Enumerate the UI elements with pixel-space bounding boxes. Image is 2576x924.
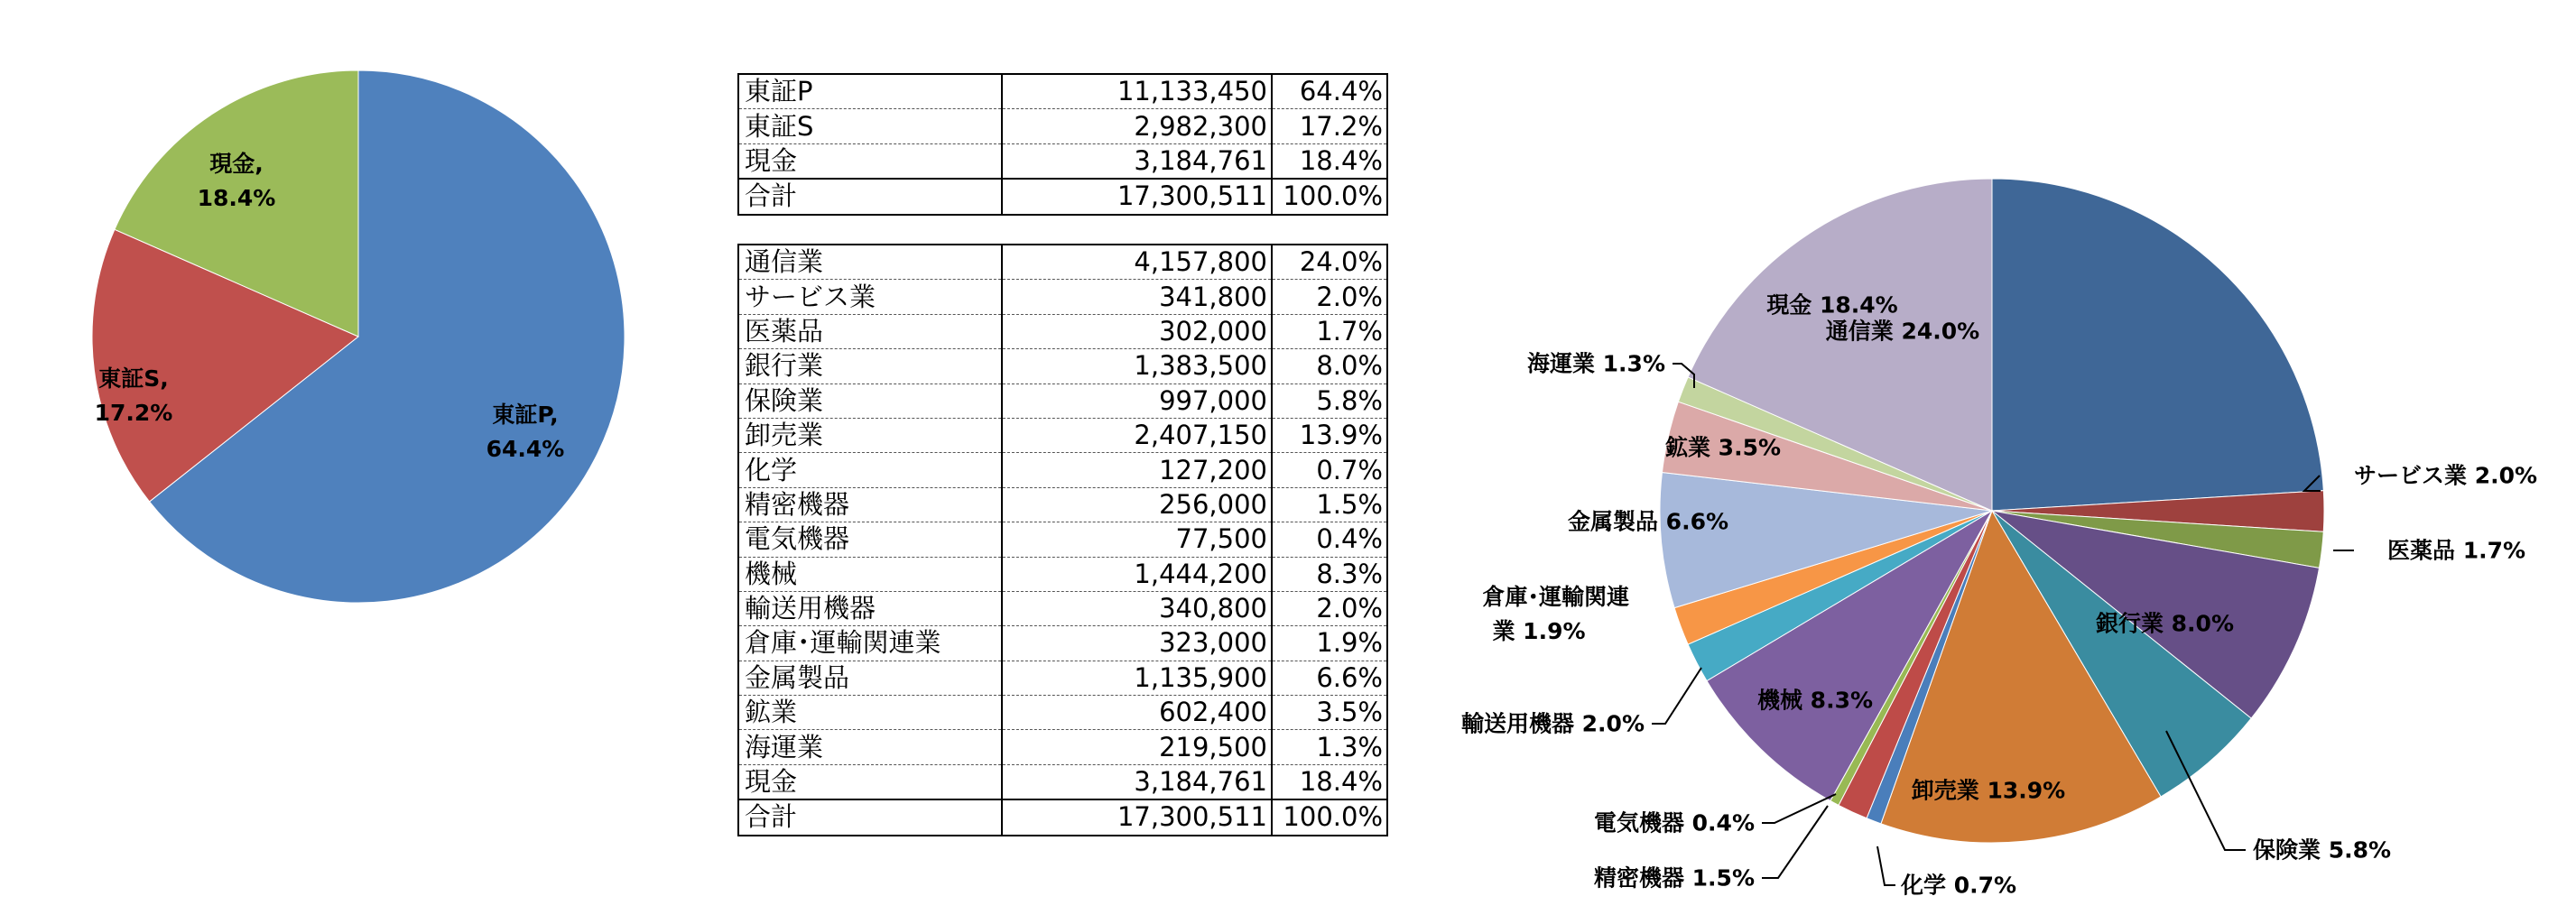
- row-value: 2,982,300: [1002, 109, 1272, 143]
- table-total-row: [738, 799, 1387, 835]
- row-value: 2,407,150: [1002, 418, 1272, 452]
- table-row: [738, 522, 1387, 557]
- row-label: 現金: [738, 143, 1002, 179]
- row-label: 機械: [738, 557, 1002, 591]
- row-label: 卸売業: [738, 418, 1002, 452]
- row-label: サービス業: [738, 280, 1002, 314]
- slice-label: 保険業 5.8%: [2253, 836, 2392, 864]
- row-label: 東証P: [745, 76, 813, 107]
- slice-label: 海運業 1.3%: [1526, 350, 1665, 377]
- row-label: 銀行業: [738, 349, 1002, 383]
- row-percent: 18.4%: [1272, 764, 1387, 799]
- slice-label: 精密機器 1.5%: [1593, 864, 1755, 892]
- slice-label: 電気機器 0.4%: [1593, 809, 1755, 836]
- row-label: 医薬品: [738, 314, 1002, 348]
- table-row: [738, 591, 1387, 625]
- row-value: 1,444,200: [1002, 557, 1272, 591]
- table-row: [738, 764, 1387, 799]
- row-percent: 0.7%: [1272, 453, 1387, 487]
- row-percent: 17.2%: [1272, 109, 1387, 143]
- row-percent: 8.0%: [1272, 349, 1387, 383]
- row-value: 1,383,500: [1002, 349, 1272, 383]
- sector-pie-chart: [1408, 0, 2576, 924]
- slice-label: 鉱業 3.5%: [1664, 434, 1782, 461]
- leader-line: [1762, 806, 1828, 878]
- market-summary-table: [737, 73, 1388, 216]
- slice-label: 金属製品 6.6%: [1567, 508, 1729, 535]
- row-value: 3,184,761: [1002, 764, 1272, 799]
- table-row: [738, 349, 1387, 383]
- row-label: 精密機器: [738, 487, 1002, 522]
- row-percent: 5.8%: [1272, 383, 1387, 418]
- row-percent: 1.5%: [1272, 487, 1387, 522]
- table-row: [738, 696, 1387, 730]
- row-label: 東証S: [738, 109, 1002, 143]
- table-row: [738, 280, 1387, 314]
- row-label: 合計: [738, 179, 1002, 214]
- row-value: 17,300,511: [1002, 799, 1272, 835]
- table-row: [738, 143, 1387, 179]
- table-row: [738, 453, 1387, 487]
- slice-label: 銀行業 8.0%: [2095, 610, 2234, 637]
- row-value: 341,800: [1002, 280, 1272, 314]
- row-value: 602,400: [1002, 696, 1272, 730]
- table-row: [738, 487, 1387, 522]
- row-label: 現金: [738, 764, 1002, 799]
- table-row: [738, 314, 1387, 348]
- row-percent: 2.0%: [1272, 280, 1387, 314]
- row-value: 127,200: [1002, 453, 1272, 487]
- row-percent: 6.6%: [1272, 661, 1387, 695]
- row-label: 通信業: [745, 246, 824, 278]
- row-value: 302,000: [1002, 314, 1272, 348]
- row-percent: 64.4%: [1272, 74, 1387, 109]
- table-row: [738, 557, 1387, 591]
- slice-label: 化学 0.7%: [1901, 872, 2017, 899]
- row-value: 77,500: [1002, 522, 1272, 557]
- row-label: 海運業: [738, 730, 1002, 764]
- row-label: 輸送用機器: [738, 591, 1002, 625]
- table-row: [738, 730, 1387, 764]
- table-row: [738, 626, 1387, 661]
- row-label: 倉庫･運輸関連業: [738, 626, 1002, 661]
- table-row: [738, 383, 1387, 418]
- row-percent: 100.0%: [1272, 179, 1387, 214]
- table-row: [738, 661, 1387, 695]
- row-percent: 24.0%: [1272, 245, 1387, 280]
- slice-label: 現金, 18.4%: [197, 151, 276, 211]
- row-percent: 3.5%: [1272, 696, 1387, 730]
- row-value: 1,135,900: [1002, 661, 1272, 695]
- slice-label: 倉庫･運輸関連業 1.9%: [1482, 583, 1629, 644]
- row-label: 保険業: [738, 383, 1002, 418]
- row-percent: 100.0%: [1272, 799, 1387, 835]
- table-row: [738, 109, 1387, 143]
- table-total-row: [738, 179, 1387, 214]
- row-percent: 8.3%: [1272, 557, 1387, 591]
- row-value: 11,133,450: [1002, 74, 1272, 109]
- slice-label: サービス業 2.0%: [2354, 462, 2538, 489]
- row-value: 3,184,761: [1002, 143, 1272, 179]
- market-pie-chart: [0, 0, 686, 924]
- slice-label: 通信業 24.0%: [1825, 318, 1980, 345]
- pie-slice-0: [1992, 179, 2323, 511]
- row-percent: 0.4%: [1272, 522, 1387, 557]
- table-row: [738, 245, 1387, 280]
- slice-label: 東証P, 64.4%: [486, 402, 565, 462]
- row-percent: 2.0%: [1272, 591, 1387, 625]
- row-label: 合計: [738, 799, 1002, 835]
- leader-line: [1652, 668, 1701, 724]
- leader-line: [1762, 794, 1836, 823]
- row-percent: 18.4%: [1272, 143, 1387, 179]
- row-percent: 1.7%: [1272, 314, 1387, 348]
- row-value: 219,500: [1002, 730, 1272, 764]
- row-value: 323,000: [1002, 626, 1272, 661]
- slice-label: 卸売業 13.9%: [1911, 777, 2066, 804]
- sector-summary-table: [737, 244, 1388, 836]
- row-label: 鉱業: [738, 696, 1002, 730]
- row-value: 256,000: [1002, 487, 1272, 522]
- row-percent: 13.9%: [1272, 418, 1387, 452]
- row-value: 4,157,800: [1002, 245, 1272, 280]
- row-label: 化学: [738, 453, 1002, 487]
- slice-label: 医薬品 1.7%: [2387, 537, 2526, 564]
- row-percent: 1.3%: [1272, 730, 1387, 764]
- slice-label: 現金 18.4%: [1766, 291, 1898, 319]
- row-value: 17,300,511: [1002, 179, 1272, 214]
- slice-label: 機械 8.3%: [1756, 687, 1874, 714]
- table-row: [738, 418, 1387, 452]
- row-label: 金属製品: [738, 661, 1002, 695]
- leader-line: [1877, 846, 1895, 885]
- row-value: 997,000: [1002, 383, 1272, 418]
- slice-label: 輸送用機器 2.0%: [1460, 710, 1645, 737]
- table-row: [738, 74, 1387, 109]
- row-percent: 1.9%: [1272, 626, 1387, 661]
- slice-label: 東証S, 17.2%: [94, 365, 173, 426]
- row-label: 電気機器: [738, 522, 1002, 557]
- row-value: 340,800: [1002, 591, 1272, 625]
